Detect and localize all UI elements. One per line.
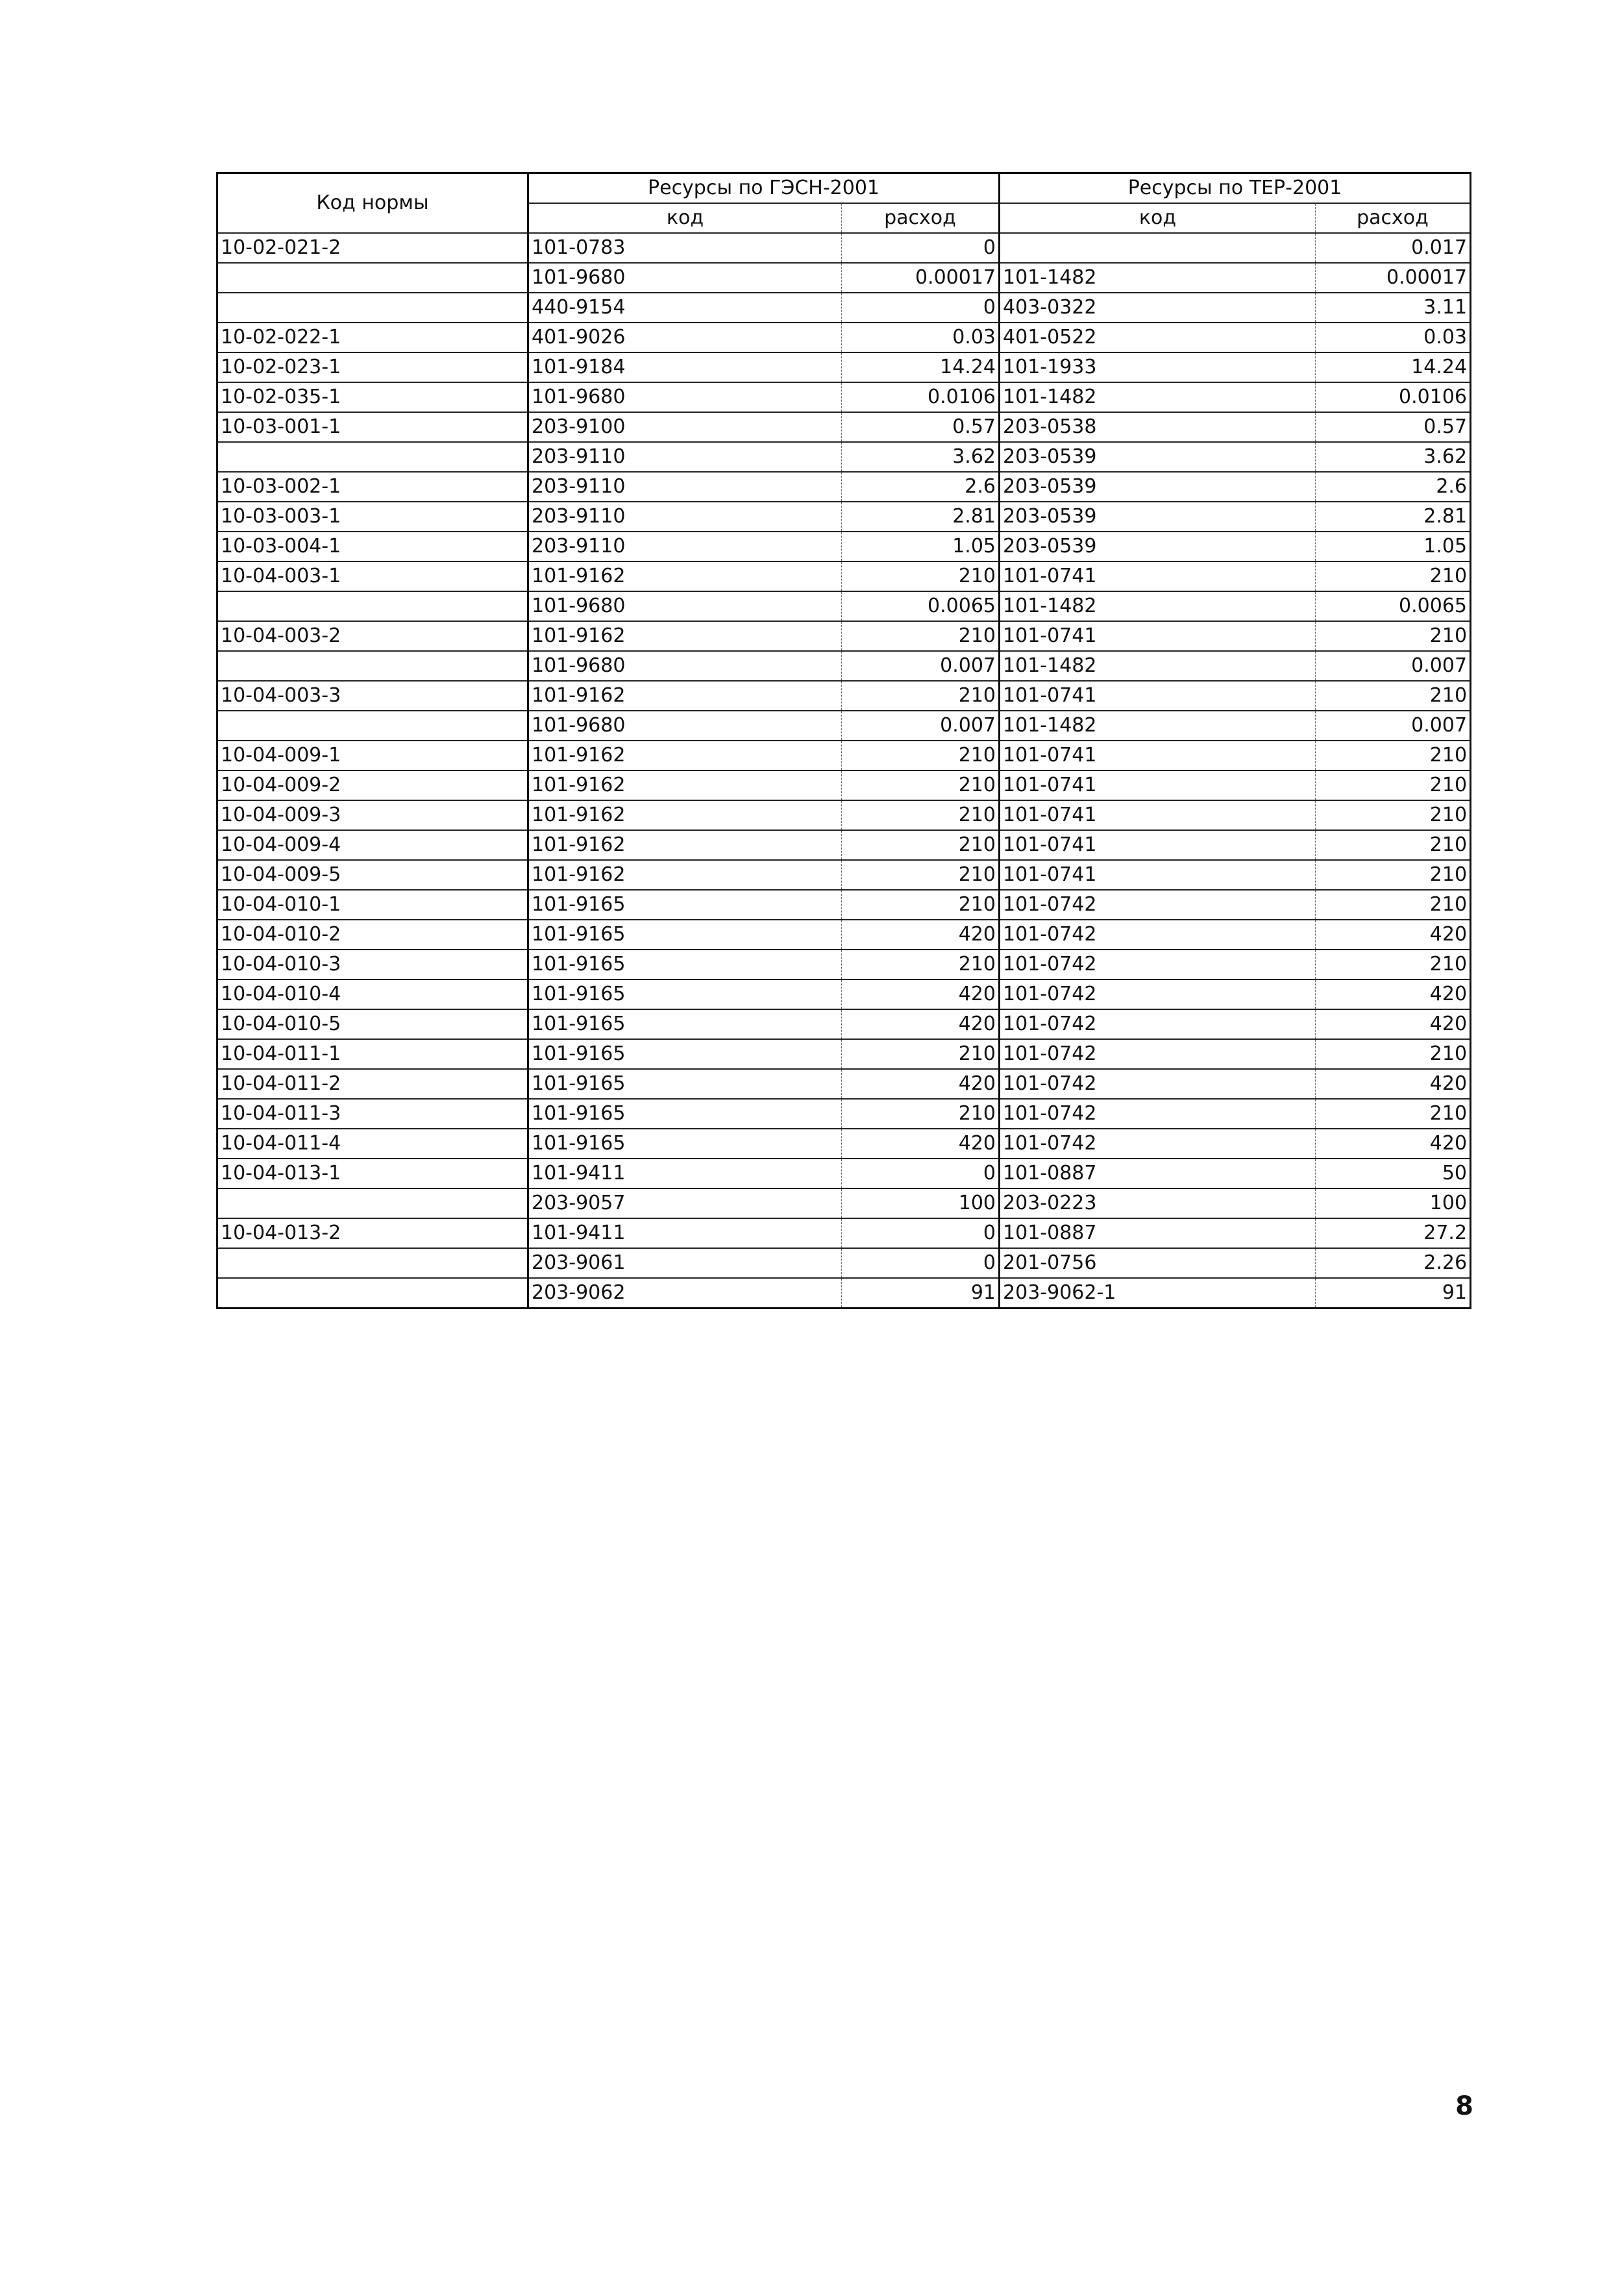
gesn-rashod-cell: 0 — [842, 1248, 1000, 1278]
table-row — [217, 770, 1471, 800]
ter-rashod-cell: 0.007 — [1316, 651, 1471, 681]
ter-kod-cell: 101-0741 — [1000, 681, 1316, 711]
ter-rashod-cell: 14.24 — [1316, 352, 1471, 382]
gesn-kod-cell: 203-9110 — [528, 442, 842, 472]
table-row — [217, 233, 1471, 263]
gesn-kod-cell: 101-9162 — [528, 860, 842, 890]
ter-rashod-cell: 210 — [1316, 830, 1471, 860]
norm-code-cell — [217, 711, 528, 741]
header-row-groups — [217, 173, 1471, 204]
table-row — [217, 561, 1471, 591]
table-row — [217, 263, 1471, 293]
ter-rashod-cell: 210 — [1316, 741, 1471, 770]
gesn-rashod-cell: 91 — [842, 1278, 1000, 1309]
gesn-rashod-cell: 2.6 — [842, 472, 1000, 502]
gesn-rashod-cell: 210 — [842, 681, 1000, 711]
ter-rashod-cell: 210 — [1316, 681, 1471, 711]
header-ter-rashod: расход — [1316, 203, 1471, 233]
ter-kod-cell: 101-0742 — [1000, 890, 1316, 920]
ter-kod-cell: 101-0741 — [1000, 561, 1316, 591]
gesn-kod-cell: 101-9162 — [528, 800, 842, 830]
ter-rashod-cell: 91 — [1316, 1278, 1471, 1309]
ter-kod-cell: 203-0539 — [1000, 442, 1316, 472]
ter-kod-cell: 203-0539 — [1000, 502, 1316, 532]
gesn-kod-cell: 101-9680 — [528, 711, 842, 741]
gesn-kod-cell: 203-9061 — [528, 1248, 842, 1278]
gesn-kod-cell: 101-9165 — [528, 1039, 842, 1069]
table-body — [217, 233, 1471, 1309]
norm-code-cell: 10-04-009-4 — [217, 830, 528, 860]
gesn-rashod-cell: 420 — [842, 1129, 1000, 1159]
ter-rashod-cell: 210 — [1316, 1099, 1471, 1129]
table-row — [217, 293, 1471, 323]
gesn-kod-cell: 101-9184 — [528, 352, 842, 382]
norm-code-cell: 10-04-013-2 — [217, 1218, 528, 1248]
table-row — [217, 621, 1471, 651]
gesn-rashod-cell: 210 — [842, 890, 1000, 920]
ter-rashod-cell: 1.05 — [1316, 532, 1471, 561]
norm-code-cell: 10-04-010-1 — [217, 890, 528, 920]
norm-code-cell — [217, 263, 528, 293]
norm-code-cell: 10-04-009-1 — [217, 741, 528, 770]
ter-rashod-cell: 2.81 — [1316, 502, 1471, 532]
ter-rashod-cell: 27.2 — [1316, 1218, 1471, 1248]
ter-kod-cell: 101-0742 — [1000, 950, 1316, 979]
norm-code-cell — [217, 1248, 528, 1278]
ter-kod-cell: 101-0742 — [1000, 1099, 1316, 1129]
table-row — [217, 979, 1471, 1009]
ter-kod-cell — [1000, 233, 1316, 263]
gesn-kod-cell: 101-9680 — [528, 263, 842, 293]
ter-rashod-cell: 210 — [1316, 860, 1471, 890]
norm-code-cell: 10-02-022-1 — [217, 323, 528, 352]
ter-kod-cell: 101-1933 — [1000, 352, 1316, 382]
ter-rashod-cell: 420 — [1316, 1069, 1471, 1099]
gesn-rashod-cell: 210 — [842, 770, 1000, 800]
ter-rashod-cell: 3.11 — [1316, 293, 1471, 323]
norm-code-cell: 10-04-011-3 — [217, 1099, 528, 1129]
table-row — [217, 741, 1471, 770]
ter-rashod-cell: 2.26 — [1316, 1248, 1471, 1278]
norm-code-cell: 10-03-001-1 — [217, 412, 528, 442]
gesn-kod-cell: 203-9057 — [528, 1188, 842, 1218]
ter-rashod-cell: 420 — [1316, 920, 1471, 950]
ter-rashod-cell: 50 — [1316, 1159, 1471, 1188]
ter-rashod-cell: 210 — [1316, 950, 1471, 979]
table-row — [217, 830, 1471, 860]
gesn-kod-cell: 101-9162 — [528, 830, 842, 860]
header-gesn-kod: код — [528, 203, 842, 233]
gesn-rashod-cell: 210 — [842, 1099, 1000, 1129]
norm-code-cell: 10-04-009-5 — [217, 860, 528, 890]
ter-kod-cell: 101-0741 — [1000, 770, 1316, 800]
ter-rashod-cell: 210 — [1316, 770, 1471, 800]
norm-code-cell: 10-03-003-1 — [217, 502, 528, 532]
table-row — [217, 1248, 1471, 1278]
gesn-kod-cell: 101-9165 — [528, 1099, 842, 1129]
norm-code-cell: 10-04-009-2 — [217, 770, 528, 800]
gesn-kod-cell: 101-9162 — [528, 681, 842, 711]
ter-rashod-cell: 0.0106 — [1316, 382, 1471, 412]
gesn-kod-cell: 101-9162 — [528, 621, 842, 651]
table-row — [217, 920, 1471, 950]
norm-code-cell: 10-02-035-1 — [217, 382, 528, 412]
norm-code-cell: 10-04-003-2 — [217, 621, 528, 651]
ter-kod-cell: 203-9062-1 — [1000, 1278, 1316, 1309]
gesn-rashod-cell: 14.24 — [842, 352, 1000, 382]
norm-code-cell: 10-04-010-3 — [217, 950, 528, 979]
table-row — [217, 1159, 1471, 1188]
ter-rashod-cell: 420 — [1316, 979, 1471, 1009]
gesn-kod-cell: 101-9165 — [528, 979, 842, 1009]
norm-code-cell: 10-04-011-1 — [217, 1039, 528, 1069]
ter-kod-cell: 101-0887 — [1000, 1159, 1316, 1188]
table-row — [217, 950, 1471, 979]
gesn-rashod-cell: 210 — [842, 741, 1000, 770]
ter-rashod-cell: 0.00017 — [1316, 263, 1471, 293]
table-row — [217, 352, 1471, 382]
table-row — [217, 681, 1471, 711]
gesn-rashod-cell: 0 — [842, 1159, 1000, 1188]
table-row — [217, 1099, 1471, 1129]
ter-kod-cell: 201-0756 — [1000, 1248, 1316, 1278]
norm-code-cell: 10-04-013-1 — [217, 1159, 528, 1188]
table-row — [217, 1009, 1471, 1039]
ter-kod-cell: 101-0741 — [1000, 800, 1316, 830]
gesn-kod-cell: 401-9026 — [528, 323, 842, 352]
table-row — [217, 1278, 1471, 1309]
gesn-rashod-cell: 420 — [842, 1009, 1000, 1039]
ter-rashod-cell: 210 — [1316, 890, 1471, 920]
gesn-kod-cell: 203-9110 — [528, 472, 842, 502]
gesn-kod-cell: 203-9100 — [528, 412, 842, 442]
table-row — [217, 1218, 1471, 1248]
table-row — [217, 323, 1471, 352]
ter-rashod-cell: 420 — [1316, 1009, 1471, 1039]
ter-rashod-cell: 0.007 — [1316, 711, 1471, 741]
gesn-rashod-cell: 210 — [842, 800, 1000, 830]
gesn-kod-cell: 101-9165 — [528, 1009, 842, 1039]
gesn-rashod-cell: 2.81 — [842, 502, 1000, 532]
ter-kod-cell: 101-0742 — [1000, 1129, 1316, 1159]
gesn-rashod-cell: 0.03 — [842, 323, 1000, 352]
gesn-rashod-cell: 420 — [842, 1069, 1000, 1099]
ter-kod-cell: 101-1482 — [1000, 382, 1316, 412]
table-row — [217, 860, 1471, 890]
norm-code-cell: 10-04-011-2 — [217, 1069, 528, 1099]
table-row — [217, 1129, 1471, 1159]
norm-code-cell: 10-03-002-1 — [217, 472, 528, 502]
gesn-kod-cell: 101-9411 — [528, 1159, 842, 1188]
gesn-rashod-cell: 100 — [842, 1188, 1000, 1218]
gesn-kod-cell: 101-9680 — [528, 382, 842, 412]
gesn-rashod-cell: 0.0106 — [842, 382, 1000, 412]
header-norm-code: Код нормы — [217, 173, 528, 234]
ter-kod-cell: 101-0742 — [1000, 1039, 1316, 1069]
norm-code-cell: 10-02-021-2 — [217, 233, 528, 263]
ter-kod-cell: 101-1482 — [1000, 263, 1316, 293]
resource-table — [216, 172, 1471, 1309]
page-number: 8 — [1455, 2091, 1473, 2121]
ter-rashod-cell: 420 — [1316, 1129, 1471, 1159]
gesn-rashod-cell: 420 — [842, 920, 1000, 950]
ter-rashod-cell: 210 — [1316, 561, 1471, 591]
table-row — [217, 711, 1471, 741]
gesn-kod-cell: 101-9162 — [528, 741, 842, 770]
table-row — [217, 382, 1471, 412]
table-row — [217, 412, 1471, 442]
ter-kod-cell: 101-0742 — [1000, 1069, 1316, 1099]
ter-kod-cell: 401-0522 — [1000, 323, 1316, 352]
table-row — [217, 1039, 1471, 1069]
ter-rashod-cell: 0.0065 — [1316, 591, 1471, 621]
ter-kod-cell: 101-0741 — [1000, 860, 1316, 890]
gesn-kod-cell: 203-9110 — [528, 532, 842, 561]
gesn-rashod-cell: 1.05 — [842, 532, 1000, 561]
table-row — [217, 890, 1471, 920]
norm-code-cell: 10-04-011-4 — [217, 1129, 528, 1159]
norm-code-cell — [217, 651, 528, 681]
table-row — [217, 591, 1471, 621]
header-ter-group: Ресурсы по ТЕР-2001 — [1000, 173, 1471, 204]
norm-code-cell: 10-04-003-1 — [217, 561, 528, 591]
gesn-kod-cell: 101-9680 — [528, 651, 842, 681]
norm-code-cell — [217, 591, 528, 621]
ter-kod-cell: 203-0539 — [1000, 472, 1316, 502]
table-row — [217, 502, 1471, 532]
gesn-kod-cell: 101-0783 — [528, 233, 842, 263]
gesn-rashod-cell: 0.007 — [842, 651, 1000, 681]
gesn-rashod-cell: 0.0065 — [842, 591, 1000, 621]
ter-rashod-cell: 3.62 — [1316, 442, 1471, 472]
gesn-rashod-cell: 0 — [842, 233, 1000, 263]
norm-code-cell: 10-03-004-1 — [217, 532, 528, 561]
gesn-kod-cell: 101-9680 — [528, 591, 842, 621]
gesn-kod-cell: 101-9162 — [528, 770, 842, 800]
table-row — [217, 532, 1471, 561]
header-ter-kod: код — [1000, 203, 1316, 233]
gesn-rashod-cell: 210 — [842, 860, 1000, 890]
gesn-kod-cell: 101-9165 — [528, 890, 842, 920]
gesn-rashod-cell: 420 — [842, 979, 1000, 1009]
gesn-kod-cell: 101-9411 — [528, 1218, 842, 1248]
gesn-rashod-cell: 3.62 — [842, 442, 1000, 472]
table-row — [217, 472, 1471, 502]
norm-code-cell: 10-04-010-2 — [217, 920, 528, 950]
ter-kod-cell: 101-1482 — [1000, 711, 1316, 741]
gesn-kod-cell: 203-9110 — [528, 502, 842, 532]
ter-rashod-cell: 210 — [1316, 621, 1471, 651]
ter-kod-cell: 203-0538 — [1000, 412, 1316, 442]
gesn-kod-cell: 101-9165 — [528, 1069, 842, 1099]
table-row — [217, 1188, 1471, 1218]
norm-code-cell: 10-04-010-5 — [217, 1009, 528, 1039]
table-row — [217, 442, 1471, 472]
gesn-rashod-cell: 210 — [842, 561, 1000, 591]
ter-rashod-cell: 0.03 — [1316, 323, 1471, 352]
gesn-kod-cell: 101-9162 — [528, 561, 842, 591]
ter-kod-cell: 101-1482 — [1000, 591, 1316, 621]
gesn-rashod-cell: 0 — [842, 1218, 1000, 1248]
ter-rashod-cell: 210 — [1316, 800, 1471, 830]
gesn-kod-cell: 440-9154 — [528, 293, 842, 323]
ter-kod-cell: 101-0741 — [1000, 621, 1316, 651]
norm-code-cell — [217, 442, 528, 472]
ter-rashod-cell: 0.017 — [1316, 233, 1471, 263]
gesn-rashod-cell: 210 — [842, 1039, 1000, 1069]
header-gesn-group: Ресурсы по ГЭСН-2001 — [528, 173, 1000, 204]
table-row — [217, 1069, 1471, 1099]
gesn-rashod-cell: 0.00017 — [842, 263, 1000, 293]
header-gesn-rashod: расход — [842, 203, 1000, 233]
ter-kod-cell: 403-0322 — [1000, 293, 1316, 323]
ter-kod-cell: 101-0887 — [1000, 1218, 1316, 1248]
table-row — [217, 651, 1471, 681]
gesn-rashod-cell: 0.57 — [842, 412, 1000, 442]
ter-kod-cell: 101-0742 — [1000, 920, 1316, 950]
ter-rashod-cell: 100 — [1316, 1188, 1471, 1218]
norm-code-cell — [217, 1278, 528, 1309]
ter-kod-cell: 101-1482 — [1000, 651, 1316, 681]
norm-code-cell: 10-04-010-4 — [217, 979, 528, 1009]
ter-kod-cell: 101-0742 — [1000, 1009, 1316, 1039]
norm-code-cell: 10-04-009-3 — [217, 800, 528, 830]
gesn-rashod-cell: 210 — [842, 830, 1000, 860]
gesn-kod-cell: 203-9062 — [528, 1278, 842, 1309]
norm-code-cell — [217, 293, 528, 323]
norm-code-cell: 10-02-023-1 — [217, 352, 528, 382]
norm-code-cell: 10-04-003-3 — [217, 681, 528, 711]
ter-kod-cell: 101-0741 — [1000, 741, 1316, 770]
gesn-rashod-cell: 210 — [842, 621, 1000, 651]
ter-kod-cell: 101-0742 — [1000, 979, 1316, 1009]
ter-kod-cell: 203-0223 — [1000, 1188, 1316, 1218]
gesn-rashod-cell: 210 — [842, 950, 1000, 979]
gesn-kod-cell: 101-9165 — [528, 920, 842, 950]
gesn-kod-cell: 101-9165 — [528, 1129, 842, 1159]
ter-rashod-cell: 210 — [1316, 1039, 1471, 1069]
ter-rashod-cell: 2.6 — [1316, 472, 1471, 502]
norm-code-cell — [217, 1188, 528, 1218]
ter-rashod-cell: 0.57 — [1316, 412, 1471, 442]
ter-kod-cell: 101-0741 — [1000, 830, 1316, 860]
ter-kod-cell: 203-0539 — [1000, 532, 1316, 561]
gesn-rashod-cell: 0 — [842, 293, 1000, 323]
gesn-rashod-cell: 0.007 — [842, 711, 1000, 741]
gesn-kod-cell: 101-9165 — [528, 950, 842, 979]
table-row — [217, 800, 1471, 830]
